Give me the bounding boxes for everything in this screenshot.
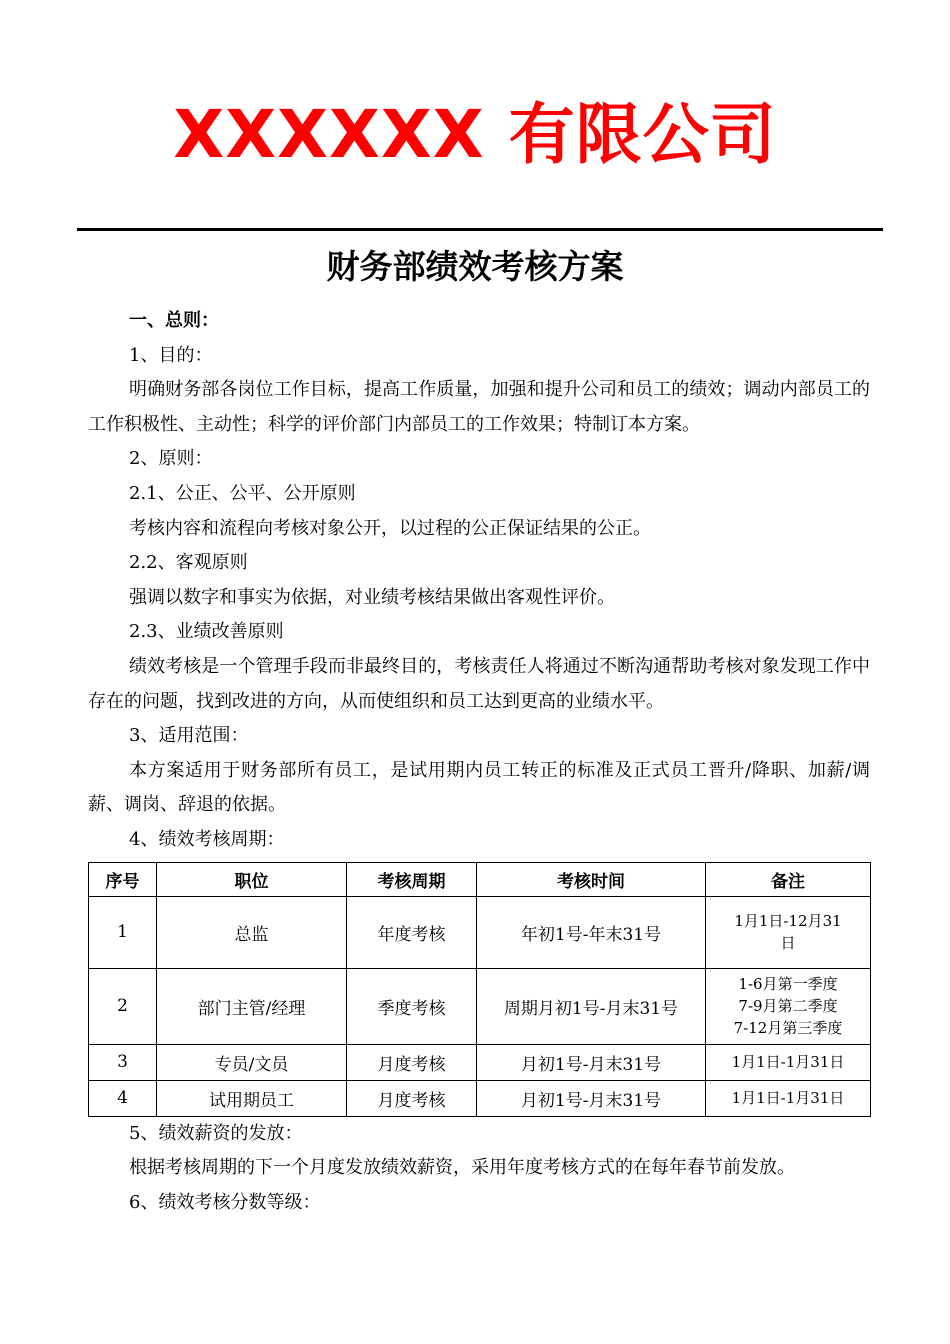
note-line: 1月1日-1月31日 bbox=[731, 1089, 845, 1107]
cell-no: 1 bbox=[89, 896, 157, 968]
cell-note bbox=[706, 968, 871, 1044]
paragraph: 考核内容和流程向考核对象公开，以过程的公正保证结果的公正。 bbox=[129, 517, 651, 539]
paragraph: 1、目的： bbox=[129, 344, 213, 366]
cell-position: 试用期员工 bbox=[157, 1080, 347, 1116]
paragraph: 强调以数字和事实为依据，对业绩考核结果做出客观性评价。 bbox=[129, 586, 615, 608]
header-cell-time: 考核时间 bbox=[477, 862, 706, 896]
cell-no: 3 bbox=[89, 1044, 157, 1080]
paragraph: 2.3、业绩改善原则 bbox=[129, 621, 284, 643]
paragraph: 根据考核周期的下一个月度发放绩效薪资，采用年度考核方式的在每年春节前发放。 bbox=[129, 1157, 795, 1179]
table-row bbox=[89, 896, 871, 968]
cell-time: 月初1号-月末31号 bbox=[477, 1044, 706, 1080]
header-cell-cycle: 考核周期 bbox=[347, 862, 477, 896]
paragraph: 6、绩效考核分数等级： bbox=[129, 1191, 321, 1213]
cell-no: 2 bbox=[89, 968, 157, 1044]
cell-time: 年初1号-年末31号 bbox=[477, 896, 706, 968]
paragraph: 4、绩效考核周期： bbox=[129, 828, 285, 850]
cell-cycle: 月度考核 bbox=[347, 1044, 477, 1080]
cell-cycle: 年度考核 bbox=[347, 896, 477, 968]
note-line: 1-6月第一季度 bbox=[738, 975, 838, 993]
cell-cycle: 月度考核 bbox=[347, 1080, 477, 1116]
bottom-paragraphs bbox=[88, 1117, 870, 1221]
top-paragraphs bbox=[88, 304, 870, 858]
cell-no: 4 bbox=[89, 1080, 157, 1116]
header-cell-note: 备注 bbox=[706, 862, 871, 896]
cell-note bbox=[706, 1080, 871, 1116]
cell-position: 部门主管/经理 bbox=[157, 968, 347, 1044]
table-body bbox=[89, 896, 871, 1116]
header-divider bbox=[77, 228, 883, 231]
table-row bbox=[89, 1080, 871, 1116]
paragraph: 3、适用范围： bbox=[129, 725, 249, 747]
note-line: 1月1日-1月31日 bbox=[731, 1053, 845, 1071]
note-line: 日 bbox=[780, 934, 796, 952]
company-title: XXXXXX 有限公司 bbox=[173, 96, 777, 173]
cell-note bbox=[706, 1044, 871, 1080]
paragraph: 明确财务部各岗位工作目标，提高工作质量，加强和提升公司和员工的绩效；调动内部员工的工作积极性、主动性；科学的评价部门内部员工的工作效果；特制订本方案。 bbox=[88, 379, 870, 435]
document-title: 财务部绩效考核方案 bbox=[326, 247, 624, 286]
note-line: 7-9月第二季度 bbox=[738, 997, 838, 1015]
document-body bbox=[88, 304, 870, 1220]
cell-cycle: 季度考核 bbox=[347, 968, 477, 1044]
header-cell-no: 序号 bbox=[89, 862, 157, 896]
cell-position: 总监 bbox=[157, 896, 347, 968]
review-period-table bbox=[88, 862, 871, 1117]
paragraph: 本方案适用于财务部所有员工，是试用期内员工转正的标准及正式员工晋升/降职、加薪/调薪、调岗、辞退的依据。 bbox=[88, 759, 870, 816]
paragraph: 绩效考核是一个管理手段而非最终目的，考核责任人将通过不断沟通帮助考核对象发现工作中存在的问题，找到改进的方向，从而使组织和员工达到更高的业绩水平。 bbox=[88, 655, 870, 712]
paragraph: 2.1、公正、公平、公开原则 bbox=[129, 482, 356, 504]
header-cell-position: 职位 bbox=[157, 862, 347, 896]
cell-note bbox=[706, 896, 871, 968]
table-row bbox=[89, 968, 871, 1044]
paragraph: 2.2、客观原则 bbox=[129, 552, 248, 574]
cell-position: 专员/文员 bbox=[157, 1044, 347, 1080]
cell-time: 月初1号-月末31号 bbox=[477, 1080, 706, 1116]
note-line: 7-12月第三季度 bbox=[733, 1019, 843, 1037]
paragraph: 一、总则： bbox=[129, 310, 219, 331]
note-line: 1月1日-12月31 bbox=[734, 912, 842, 930]
paragraph: 5、绩效薪资的发放： bbox=[129, 1122, 303, 1144]
table-row bbox=[89, 1044, 871, 1080]
table-header-row bbox=[89, 862, 871, 896]
paragraph: 2、原则： bbox=[129, 448, 213, 470]
cell-time: 周期月初1号-月末31号 bbox=[477, 968, 706, 1044]
